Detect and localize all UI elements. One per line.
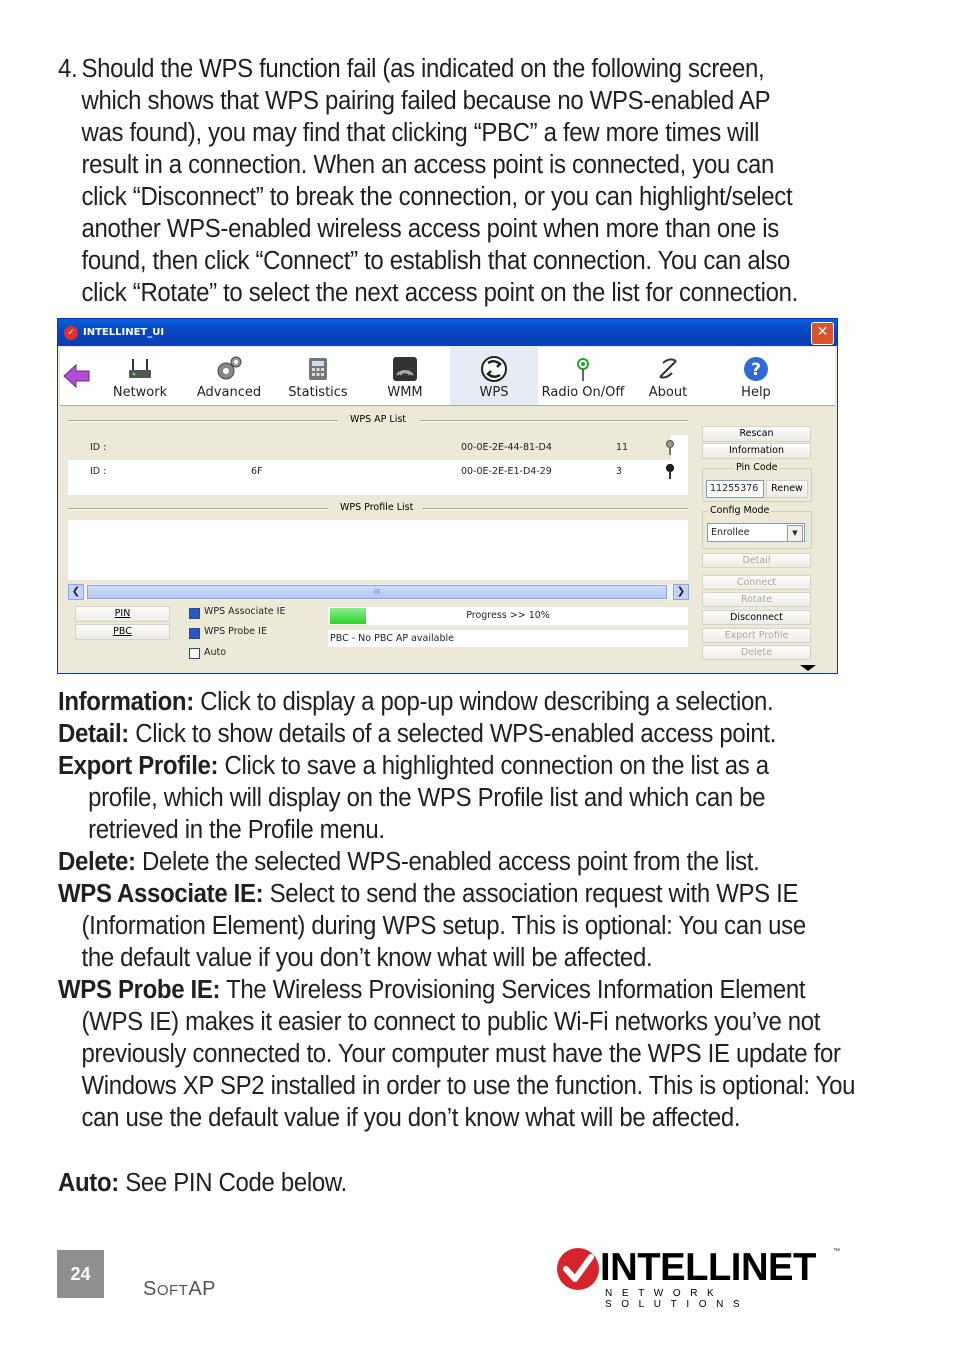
gears-icon [215, 355, 243, 383]
ap-row-mac[interactable]: 00-0E-2E-E1-D4-29 [461, 466, 552, 477]
trademark: ™ [833, 1248, 840, 1255]
definition-text: See PIN Code below. [118, 1169, 347, 1197]
back-arrow-icon [62, 361, 92, 391]
toolbar-label: WPS [479, 385, 509, 400]
toolbar-label: Radio On/Off [541, 385, 625, 400]
divider [68, 420, 338, 422]
section-name-part: AP [188, 1278, 217, 1300]
status-text: PBC - No PBC AP available [328, 630, 688, 647]
renew-button[interactable]: Renew [766, 480, 808, 498]
toolbar-statistics[interactable] [283, 347, 353, 405]
progress-bar [328, 607, 688, 625]
router-icon [126, 355, 154, 383]
toolbar [60, 347, 835, 406]
step-line: Should the WPS function fail (as indicated on the following screen, [81, 55, 765, 83]
step-line: result in a connection. When an access point is connected, you can [81, 151, 774, 179]
toolbar-label: Advanced [196, 385, 262, 400]
step-line: another WPS-enabled wireless access point when more than one is [81, 215, 779, 243]
wps-panel [60, 407, 835, 671]
key-icon [664, 464, 676, 480]
definition-text: Click to show details of a selected WPS-enabled access point. [128, 720, 777, 748]
export-profile-button[interactable]: Export Profile [702, 628, 811, 643]
config-mode-select[interactable] [707, 523, 805, 542]
wps-probe-ie-checkbox[interactable] [189, 628, 200, 639]
progress-text: Progress >> 10% [466, 610, 550, 621]
definition-delete [58, 846, 801, 878]
chevron-down-icon[interactable]: ▼ [787, 525, 803, 542]
scroll-right-icon[interactable]: ❯ [673, 584, 689, 600]
about-icon [654, 355, 682, 383]
toolbar-label: Network [112, 385, 168, 400]
toolbar-label: WMM [387, 385, 423, 400]
step-line: was found), you may find that clicking “PBC” a few more times will [81, 119, 760, 147]
ap-row-channel[interactable]: 3 [616, 466, 623, 477]
toolbar-radio[interactable] [536, 347, 630, 405]
config-mode-label: Config Mode [710, 505, 770, 516]
definition-text: Delete the selected WPS-enabled access point from the list. [135, 848, 760, 876]
rescan-button[interactable]: Rescan [702, 426, 811, 442]
calculator-icon [304, 355, 332, 383]
qos-icon [391, 355, 419, 383]
information-button[interactable]: Information [702, 443, 811, 459]
wps-associate-ie-label: WPS Associate IE [204, 606, 286, 617]
pbc-button[interactable]: PBC [75, 624, 170, 640]
wps-ap-list[interactable] [68, 435, 688, 495]
checkmark-logo-icon [556, 1247, 600, 1291]
definition-term: Auto: [58, 1169, 119, 1197]
ap-row-channel[interactable]: 11 [616, 442, 629, 453]
auto-label: Auto [204, 647, 227, 658]
definition-text: Click to display a pop-up window describing a selection. [193, 688, 774, 716]
ap-row-mac[interactable]: 00-0E-2E-44-81-D4 [461, 442, 552, 453]
wps-ap-list-label: WPS AP List [350, 414, 407, 425]
section-name [143, 1278, 216, 1301]
key-icon [664, 440, 676, 456]
step-line: found, then click “Connect” to establish that connection. You can also [81, 247, 791, 275]
detail-button[interactable]: Detail [702, 553, 811, 568]
step-line: which shows that WPS pairing failed because no WPS-enabled AP [81, 87, 771, 115]
rotate-button[interactable]: Rotate [702, 592, 811, 607]
logo-text: INTELLINET [600, 1246, 816, 1289]
svg-text:?: ? [751, 360, 761, 380]
wps-associate-ie-checkbox[interactable] [189, 608, 200, 619]
section-name-part: OFT [156, 1282, 189, 1299]
toolbar-label: About [648, 385, 688, 400]
scroll-down-icon[interactable] [800, 665, 816, 671]
toolbar-label: Help [741, 385, 771, 400]
divider [420, 420, 688, 422]
connect-button[interactable]: Connect [702, 575, 811, 590]
toolbar-network[interactable] [108, 347, 172, 405]
definition-export-profile [58, 750, 840, 846]
window-title: INTELLINET_UI [83, 327, 165, 338]
close-button[interactable]: ✕ [811, 322, 834, 345]
wps-icon [480, 355, 508, 383]
auto-checkbox[interactable] [189, 648, 200, 659]
ap-row-name[interactable]: 6F [251, 466, 263, 477]
toolbar-help[interactable] [726, 347, 786, 405]
intellinet-logo [556, 1246, 842, 1310]
wps-probe-ie-label: WPS Probe IE [204, 626, 267, 637]
ap-row-highlight [68, 435, 671, 460]
toolbar-wmm[interactable] [372, 347, 438, 405]
step-paragraph [58, 53, 801, 309]
definition-term: WPS Probe IE: [58, 976, 221, 1004]
pin-button[interactable]: PIN [75, 606, 170, 622]
config-mode-value: Enrollee [711, 527, 750, 538]
step-line: click “Rotate” to select the next access point on the list for connection. [81, 279, 798, 307]
pin-code-label: Pin Code [736, 462, 778, 473]
definition-term: Export Profile: [58, 752, 219, 780]
toolbar-label: Statistics [288, 385, 348, 400]
definition-term: Information: [58, 688, 194, 716]
definition-information [58, 686, 801, 718]
page-number: 24 [57, 1250, 104, 1298]
wps-utility-screenshot [57, 318, 838, 674]
definition-detail [58, 718, 801, 750]
disconnect-button[interactable]: Disconnect [702, 610, 811, 625]
definition-text: The Wireless Provisioning Services Information Element (WPS IE) makes it easier to connect to public Wi-Fi networks you’ve not previously connected to. Your computer must have the WPS IE update for Windows XP SP2 installed in order to use the function. This is optional: You can use the default value if you don’t know what will be affected. [81, 976, 856, 1132]
step-line: click “Disconnect” to break the connection, or you can highlight/select [81, 183, 793, 211]
pin-code-field[interactable]: 11255376 [706, 480, 764, 498]
definition-wps-probe-ie [58, 974, 867, 1134]
definition-term: WPS Associate IE: [58, 880, 264, 908]
back-button[interactable] [60, 347, 94, 405]
toolbar-about[interactable] [638, 347, 698, 405]
scroll-left-icon[interactable]: ❮ [68, 584, 84, 600]
help-icon [742, 355, 770, 383]
definition-auto [58, 1167, 801, 1199]
wps-profile-list-label: WPS Profile List [340, 502, 414, 513]
delete-button[interactable]: Delete [702, 645, 811, 660]
definition-term: Delete: [58, 848, 136, 876]
divider [68, 508, 328, 510]
scroll-thumb[interactable]: III [87, 585, 667, 599]
definition-text: Select to send the association request with WPS IE (Information Element) during WPS setup. This is optional: You can use the default value if you don’t know what will be affected. [81, 880, 806, 972]
definition-wps-associate-ie [58, 878, 841, 974]
definition-text: Click to save a highlighted connection on the list as a profile, which will display on the WPS Profile list and which can be retrieved in the Profile menu. [88, 752, 769, 844]
definition-term: Detail: [58, 720, 129, 748]
ap-row-id[interactable]: ID : [90, 466, 107, 477]
toolbar-wps[interactable] [450, 347, 538, 405]
divider [422, 508, 688, 510]
logo-subtitle: NETWORK SOLUTIONS [605, 1288, 750, 1310]
ap-row-id[interactable]: ID : [90, 442, 107, 453]
step-text [82, 53, 801, 309]
antenna-icon [569, 355, 597, 383]
app-logo-icon: ✓ [64, 326, 78, 340]
wps-profile-list[interactable] [68, 520, 688, 580]
title-bar [58, 319, 837, 346]
toolbar-advanced[interactable] [194, 347, 264, 405]
horizontal-scrollbar[interactable] [68, 584, 689, 600]
step-number: 4. [58, 55, 78, 83]
section-name-part: S [143, 1278, 157, 1300]
